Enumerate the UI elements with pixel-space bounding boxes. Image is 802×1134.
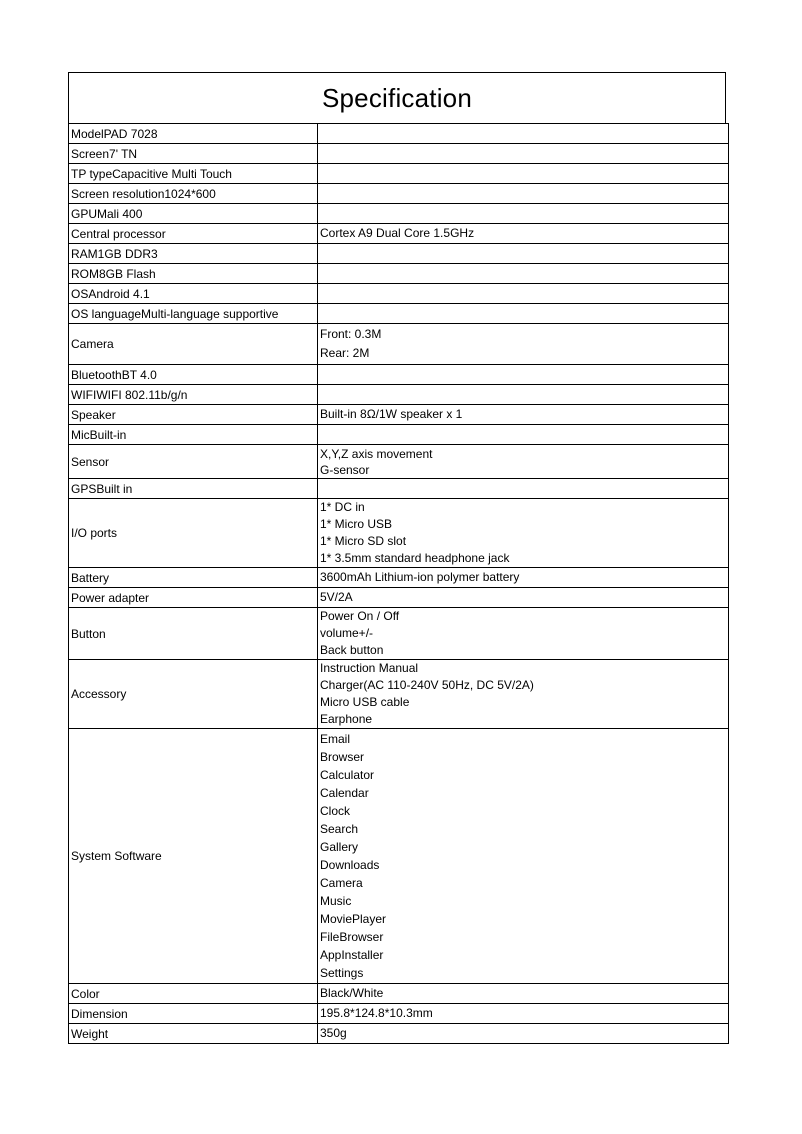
spec-value-line: Earphone <box>320 712 373 726</box>
spec-label: Speaker <box>69 405 318 425</box>
spec-value <box>318 660 729 729</box>
spec-value <box>318 425 729 445</box>
spec-label: Central processor <box>69 224 318 244</box>
spec-value <box>318 324 729 365</box>
spec-value-line: Rear: 2M <box>320 346 370 360</box>
spec-value-line: Calendar <box>320 786 369 800</box>
spec-row <box>69 244 729 264</box>
spec-value-line: X,Y,Z axis movement <box>320 446 433 461</box>
page-title: Specification <box>321 82 473 113</box>
spec-value-line: FileBrowser <box>320 930 384 944</box>
spec-value-line: 5V/2A <box>320 590 353 604</box>
spec-value <box>318 204 729 224</box>
spec-label: I/O ports <box>69 499 318 568</box>
spec-row <box>69 479 729 499</box>
spec-value-line: Settings <box>320 966 364 980</box>
spec-value-line: 1* Micro USB <box>320 517 393 531</box>
spec-value-line: Calculator <box>320 768 375 782</box>
spec-row <box>69 144 729 164</box>
spec-label: Camera <box>69 324 318 365</box>
spec-value-line: Back button <box>320 643 384 657</box>
spec-value <box>318 729 729 984</box>
spec-row <box>69 445 729 479</box>
spec-table <box>68 123 729 1044</box>
spec-value <box>318 1004 729 1024</box>
spec-row <box>69 425 729 445</box>
spec-value-line: volume+/- <box>320 626 374 640</box>
spec-row <box>69 608 729 660</box>
spec-label: ModelPAD 7028 <box>69 124 318 144</box>
spec-label: OS languageMulti-language supportive <box>69 304 318 324</box>
spec-row <box>69 184 729 204</box>
spec-label: Screen resolution1024*600 <box>69 184 318 204</box>
spec-value-line: Browser <box>320 750 365 764</box>
spec-value-line: Search <box>320 822 359 836</box>
spec-value <box>318 568 729 588</box>
spec-row <box>69 984 729 1004</box>
spec-row <box>69 1024 729 1044</box>
spec-label: Weight <box>69 1024 318 1044</box>
spec-label: Screen7' TN <box>69 144 318 164</box>
spec-value-line: Camera <box>320 876 363 890</box>
spec-row <box>69 405 729 425</box>
spec-value-line: Built-in 8Ω/1W speaker x 1 <box>320 407 463 421</box>
spec-label: Dimension <box>69 1004 318 1024</box>
spec-value-line: Charger(AC 110-240V 50Hz, DC 5V/2A) <box>320 678 534 692</box>
spec-value <box>318 499 729 568</box>
spec-value-line: AppInstaller <box>320 948 384 962</box>
spec-label: RAM1GB DDR3 <box>69 244 318 264</box>
spec-label: OSAndroid 4.1 <box>69 284 318 304</box>
spec-value-line: Gallery <box>320 840 359 854</box>
spec-value <box>318 284 729 304</box>
spec-label: Color <box>69 984 318 1004</box>
spec-label: Button <box>69 608 318 660</box>
spec-label: Accessory <box>69 660 318 729</box>
spec-value <box>318 608 729 660</box>
spec-value-line: 1* DC in <box>320 500 365 514</box>
spec-value <box>318 224 729 244</box>
spec-row <box>69 660 729 729</box>
spec-label: System Software <box>69 729 318 984</box>
spec-row <box>69 204 729 224</box>
spec-value-line: Clock <box>320 804 351 818</box>
spec-value-line: Email <box>320 732 351 746</box>
spec-value <box>318 445 729 479</box>
spec-row <box>69 588 729 608</box>
spec-value-line: Instruction Manual <box>320 661 419 675</box>
spec-label: Battery <box>69 568 318 588</box>
spec-row <box>69 284 729 304</box>
spec-row <box>69 729 729 984</box>
spec-row <box>69 324 729 365</box>
spec-value-line: 350g <box>320 1026 347 1040</box>
spec-value <box>318 365 729 385</box>
spec-row <box>69 124 729 144</box>
spec-value-line: G-sensor <box>320 462 370 477</box>
spec-value-line: 1* 3.5mm standard headphone jack <box>320 551 510 565</box>
spec-value <box>318 184 729 204</box>
spec-row <box>69 304 729 324</box>
spec-value-line: 3600mAh Lithium-ion polymer battery <box>320 570 520 584</box>
spec-row <box>69 385 729 405</box>
spec-label: GPUMali 400 <box>69 204 318 224</box>
spec-value-line: Downloads <box>320 858 380 872</box>
spec-row <box>69 164 729 184</box>
spec-value <box>318 984 729 1004</box>
spec-value-line: Cortex A9 Dual Core 1.5GHz <box>320 226 475 240</box>
spec-value-line: Power On / Off <box>320 609 400 623</box>
spec-value-line: Micro USB cable <box>320 695 410 709</box>
spec-sheet <box>68 72 726 1044</box>
spec-row <box>69 365 729 385</box>
spec-label: BluetoothBT 4.0 <box>69 365 318 385</box>
spec-value <box>318 405 729 425</box>
title-row <box>68 72 726 124</box>
spec-label: Power adapter <box>69 588 318 608</box>
spec-row <box>69 499 729 568</box>
spec-row <box>69 568 729 588</box>
spec-label: WIFIWIFI 802.11b/g/n <box>69 385 318 405</box>
spec-row <box>69 264 729 284</box>
spec-value <box>318 304 729 324</box>
spec-label: GPSBuilt in <box>69 479 318 499</box>
spec-value <box>318 1024 729 1044</box>
spec-value <box>318 385 729 405</box>
spec-value-line: 195.8*124.8*10.3mm <box>320 1006 433 1020</box>
spec-value-line: Music <box>320 894 352 908</box>
spec-value-line: Black/White <box>320 986 384 1000</box>
spec-value <box>318 144 729 164</box>
spec-row <box>69 224 729 244</box>
spec-value <box>318 164 729 184</box>
spec-row <box>69 1004 729 1024</box>
spec-label: ROM8GB Flash <box>69 264 318 284</box>
spec-value-line: MoviePlayer <box>320 912 387 926</box>
spec-value-line: 1* Micro SD slot <box>320 534 407 548</box>
spec-label: TP typeCapacitive Multi Touch <box>69 164 318 184</box>
spec-value <box>318 244 729 264</box>
spec-value <box>318 124 729 144</box>
spec-value <box>318 588 729 608</box>
spec-label: Sensor <box>69 445 318 479</box>
spec-value-line: Front: 0.3M <box>320 327 382 341</box>
spec-label: MicBuilt-in <box>69 425 318 445</box>
spec-value <box>318 479 729 499</box>
spec-value <box>318 264 729 284</box>
